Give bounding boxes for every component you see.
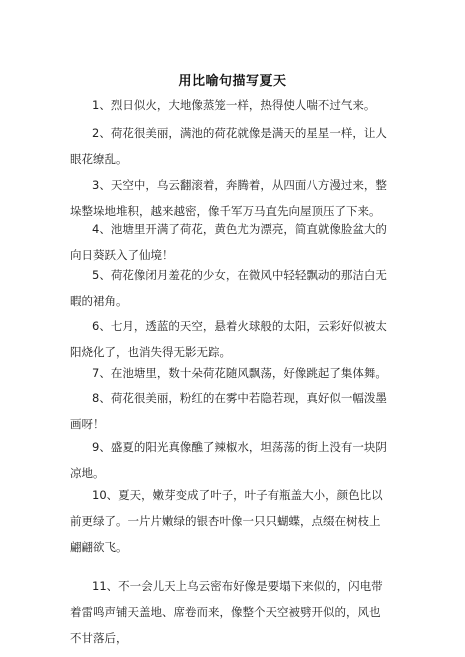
paragraph-1: 1、烈日似火，大地像蒸笼一样，热得使人喘不过气来。	[92, 98, 376, 112]
paragraph-2: 2、荷花很美丽，满池的荷花就像是满天的星星一样，让人眼花缭乱。	[70, 126, 387, 166]
paragraph-9: 9、盛夏的阳光真像醮了辣椒水，坦荡荡的街上没有一块阴凉地。	[70, 440, 387, 480]
paragraph-7: 7、在池塘里，数十朵荷花随风飘荡，好像跳起了集体舞。	[92, 366, 387, 380]
paragraph-11: 11、不一会儿天上乌云密布好像是要塌下来似的，闪电带着雷鸣声铺天盖地、席卷而来，像整个天空被劈开似的，风也不甘落后，	[70, 579, 383, 645]
paragraph-8: 8、荷花很美丽，粉红的在雾中若隐若现，真好似一幅泼墨画呀！	[70, 391, 387, 431]
paragraph-5: 5、荷花像闭月羞花的少女，在微风中轻轻飘动的那洁白无暇的裙角。	[70, 268, 387, 308]
paragraph-10: 10、夏天，嫩芽变成了叶子，叶子有瓶盖大小，颜色比以前更绿了。一片片嫩绿的银杏叶像一只只蝴蝶，点缀在树枝上翩翩欲飞。	[70, 488, 383, 554]
document-title: 用比喻句描写夏天	[178, 74, 287, 89]
paragraph-4: 4、池塘里开满了荷花，黄色尤为漂亮，简直就像脸盆大的向日葵跃入了仙境！	[70, 222, 387, 262]
paragraph-3: 3、天空中，乌云翻滚着，奔腾着，从四面八方漫过来，整垛整垛地堆积，越来越密，像千军万马直先向屋顶压了下来。	[70, 178, 387, 218]
paragraph-6: 6、七月，透蓝的天空，悬着火球般的太阳，云彩好似被太阳烧化了，也消失得无影无踪。	[70, 319, 387, 359]
